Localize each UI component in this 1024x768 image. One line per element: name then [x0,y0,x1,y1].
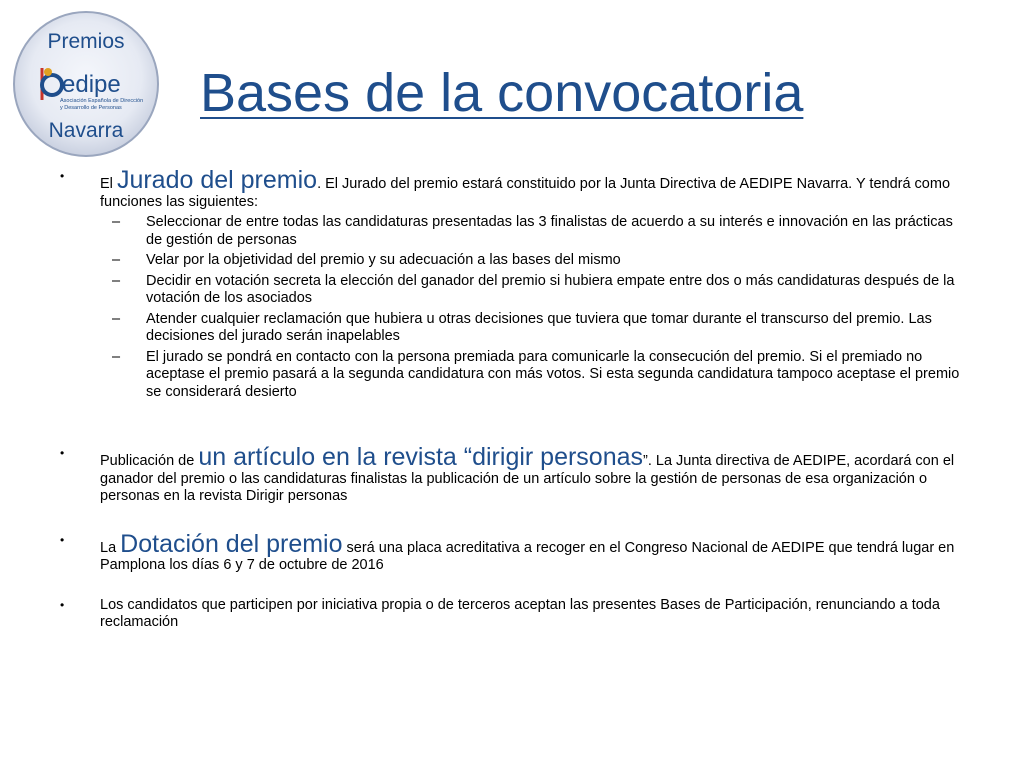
dash-icon: – [112,348,121,365]
bullet-dot-icon: • [60,597,65,612]
content [60,168,965,632]
dash-icon: – [112,310,121,327]
page-title: Bases de la convocatoria [200,63,804,123]
sub-item [60,214,965,249]
dash-icon: – [112,252,121,268]
sub-item-text: Decidir en votación secreta la elección del ganador del premio si hubiera empate entre dos o más candidaturas después de la votación de los asociados [146,272,955,306]
bullet-lead: Publicación de [100,453,195,469]
bullet-highlight: un artículo en la revista “dirigir personas [198,443,644,471]
dash-icon: – [112,272,121,289]
bullet-candidatos [60,597,965,632]
logo-top-text: Premios [47,30,125,53]
bullet-text: Los candidatos que participen por iniciativa propia o de terceros aceptan las presentes Bases de Participación, renunciando a toda reclamación [100,596,940,630]
bullet-lead: La [100,539,117,556]
sub-item [60,273,965,308]
sub-item-text: El jurado se pondrá en contacto con la persona premiada para comunicarle la consecución del premio. Si el premiado no aceptase el premio pasará a la segunda candidatura con más votos. Si esta segunda candidatura tampoco aceptase el premio se considerará desierto [146,348,960,400]
sub-item [60,252,965,270]
bullet-dot-icon: • [60,446,65,460]
logo-subtitle-2: y Desarrollo de Personas [60,105,122,111]
logo-seal [12,10,160,158]
sub-item-text: Velar por la objetividad del premio y su adecuación a las bases del mismo [146,252,621,268]
bullet-dot-icon: • [60,532,65,547]
bullet-highlight: Dotación del premio [120,529,343,558]
bullet-dotacion [60,529,965,575]
logo-bottom-text: Navarra [48,119,124,142]
sub-item-text: Seleccionar de entre todas las candidaturas presentadas las 3 finalistas de acuerdo a su interés e innovación en las prácticas de gestión de personas [146,214,953,248]
bullet-text: . El Jurado del premio estará constituido por la Junta Directiva de AEDIPE Navarra. Y tendrá como funciones las siguientes: [100,176,951,210]
logo-subtitle-1: Asociación Española de Dirección [60,98,144,104]
bullet-jurado [60,168,965,211]
sub-item [60,311,965,346]
bullet-publicacion [60,445,965,506]
dash-icon: – [112,214,121,230]
bullet-dot-icon: • [60,169,65,183]
bullet-highlight: Jurado del premio [116,166,318,194]
bullet-text: ”. La Junta directiva de AEDIPE, acordará con el ganador del premio o las candidaturas finalistas la publicación de un artículo sobre la gestión de personas de esa organización o personas en la revista Dirigir personas [100,453,955,504]
logo-brand: edipe [62,71,121,98]
bullet-lead: El [100,176,113,192]
bullet-text: será una placa acreditativa a recoger en el Congreso Nacional de AEDIPE que tendrá lugar en Pamplona los días 6 y 7 de octubre de 2016 [100,539,955,573]
premios-navarra-logo [12,10,160,158]
sub-item-text: Atender cualquier reclamación que hubiera u otras decisiones que tuviera que tomar durante el transcurso del premio. Las decisiones del jurado serán inapelables [146,310,932,344]
sub-item [60,349,965,402]
